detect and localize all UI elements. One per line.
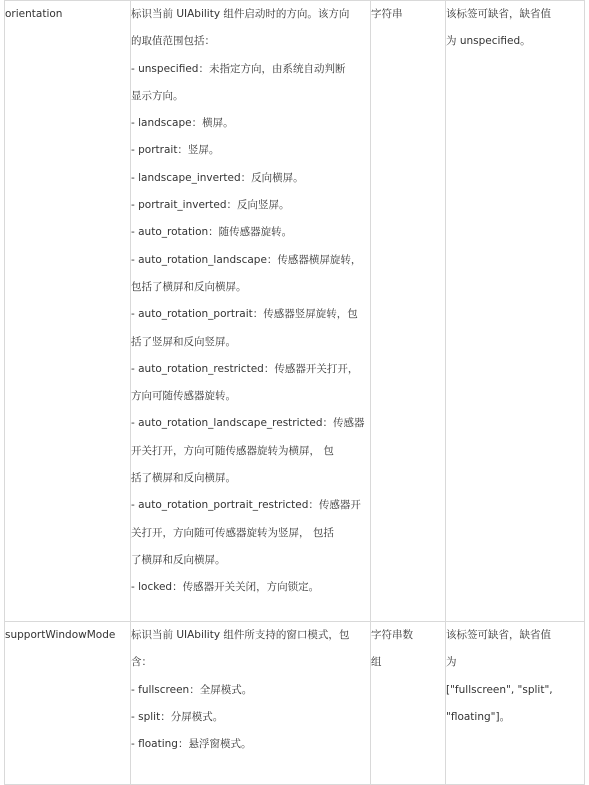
description-line: 含： [131,656,152,669]
table-row [5,622,585,785]
description-line: 显示方向。 [131,89,184,102]
note-line: 该标签可缺省，缺省值 [446,629,551,641]
description-line: - locked：传感器开关关闭，方向锁定。 [131,581,320,594]
type-line: 字符串 [371,8,403,20]
type-line: 字符串数 [371,629,413,641]
description-line: 包括了横屏和反向横屏。 [131,280,247,293]
note-line: 为 unspecified。 [446,35,531,48]
description-line: 标识当前 UIAbility 组件所支持的窗口模式，包 [131,629,350,641]
description-line: - portrait：竖屏。 [131,144,220,157]
description-line: - auto_rotation_portrait：传感器竖屏旋转，包 [131,308,358,321]
description-line: 开关打开，方向可随传感器旋转为横屏， 包 [131,444,334,457]
description-line: - auto_rotation_landscape_restricted：传感器 [131,417,365,430]
type-line: 组 [371,656,382,669]
table-row [5,1,585,622]
description-cell [131,622,371,785]
description-line: 方向可随传感器旋转。 [131,390,236,403]
description-line: - auto_rotation_landscape：传感器横屏旋转， [131,253,362,266]
description-line: - landscape_inverted：反向横屏。 [131,171,304,184]
type-cell [371,622,446,785]
description-line: 的取值范围包括： [131,35,215,48]
type-cell [371,1,446,622]
description-line: - landscape：横屏。 [131,117,234,130]
note-line: ["fullscreen", "split", [446,683,553,696]
note-line: 该标签可缺省，缺省值 [446,8,551,20]
description-line: - auto_rotation_restricted：传感器开关打开， [131,362,359,375]
description-line: 括了横屏和反向横屏。 [131,472,236,485]
description-line: - unspecified：未指定方向，由系统自动判断 [131,62,346,75]
description-line: 了横屏和反向横屏。 [131,553,226,566]
attribute-table [4,0,585,785]
description-line: - portrait_inverted：反向竖屏。 [131,199,290,212]
note-cell [446,1,585,622]
description-line: - floating：悬浮窗模式。 [131,738,252,751]
description-line: 关打开，方向随可传感器旋转为竖屏， 包括 [131,526,334,539]
note-line: 为 [446,656,457,669]
note-cell [446,622,585,785]
description-line: - auto_rotation_portrait_restricted：传感器开 [131,499,361,512]
attribute-name-cell [5,1,131,622]
description-line: 标识当前 UIAbility 组件启动时的方向。该方向 [131,8,350,20]
note-line: "floating"]。 [446,710,511,723]
description-cell [131,1,371,622]
description-line: - auto_rotation：随传感器旋转。 [131,226,293,239]
description-line: - fullscreen：全屏模式。 [131,683,253,696]
attribute-name: supportWindowMode [5,629,116,641]
attribute-name: orientation [5,8,63,20]
attribute-name-cell [5,622,131,785]
description-line: 括了竖屏和反向竖屏。 [131,335,236,348]
description-line: - split：分屏模式。 [131,710,224,723]
